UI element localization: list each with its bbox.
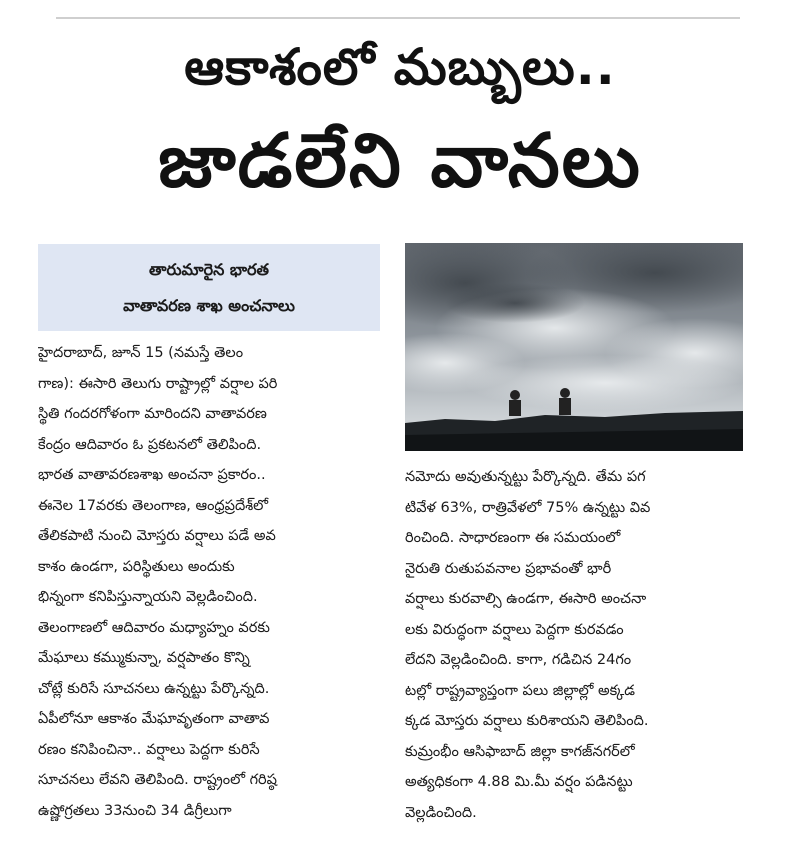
body-line: రించింది. సాధారణంగా ఈ సమయంలో <box>405 530 621 546</box>
body-line: మేఘాలు కమ్ముకున్నా, వర్షపాతం కొన్ని <box>38 650 250 666</box>
body-line: వర్షాలు కురవాల్సి ఉండగా, ఈసారి అంచనా <box>405 591 647 607</box>
photo-illustration <box>405 243 743 451</box>
body-line: అత్యధికంగా 4.88 మి.మీ వర్షం పడినట్టు <box>405 774 633 790</box>
body-line: ఉష్ణోగ్రతలు 33నుంచి 34 డిగ్రీలుగా <box>38 802 232 819</box>
top-rule <box>56 17 740 19</box>
subheading-line-1: తారుమారైన భారత <box>149 259 269 279</box>
body-line: కాశం ఉండగా, పరిస్థితులు అందుకు <box>38 558 235 575</box>
headline-line-1: ఆకాశంలో మబ్బులు.. <box>184 38 616 96</box>
body-line: క్కడ మోస్తరు వర్షాలు కురిశాయని తెలిపింది. <box>405 713 649 729</box>
body-line: స్థితి గందరగోళంగా మారిందని వాతావరణ <box>38 406 267 422</box>
body-line: వెల్లడించింది. <box>405 804 477 821</box>
body-line: హైదరాబాద్, జూన్ 15 (నమస్తే తెలం <box>38 345 244 361</box>
body-line: భారత వాతావరణశాఖ అంచనా ప్రకారం.. <box>38 467 266 483</box>
body-line: తెలంగాణలో ఆదివారం మధ్యాహ్నం వరకు <box>38 619 270 636</box>
body-line: ఏపీలోనూ ఆకాశం మేఘావృతంగా వాతావ <box>38 711 270 727</box>
article-body-right <box>405 462 745 828</box>
body-line: సూచనలు లేవని తెలిపింది. రాష్ట్రంలో గరిష్ఠ <box>38 772 277 788</box>
body-line: నమోదు అవుతున్నట్టు పేర్కొన్నది. తేమ పగ <box>405 469 646 485</box>
body-line: ఈనెల 17వరకు తెలంగాణ, ఆంధ్రప్రదేశ్‌లో <box>38 497 269 514</box>
subheading-box <box>38 244 380 331</box>
body-line: లేదని వెల్లడించింది. కాగా, గడిచిన 24గం <box>405 652 632 668</box>
body-line: టివేళ 63%, రాత్రివేళలో 75% ఉన్నట్టు వివ <box>405 499 651 516</box>
body-line: గాణ): ఈసారి తెలుగు రాష్ట్రాల్లో వర్షాల పరి <box>38 375 278 392</box>
cloudy-sky-photo <box>405 243 743 451</box>
body-line: టల్లో రాష్ట్రవ్యాప్తంగా పలు జిల్లాల్లో అక్కడ <box>405 682 635 699</box>
headline-line-2: జాడలేని వానలు <box>158 118 642 204</box>
body-line: లకు విరుద్ధంగా వర్షాలు పెద్దగా కురవడం <box>405 621 624 638</box>
body-line: నైరుతి రుతుపవనాల ప్రభావంతో భారీ <box>405 560 612 577</box>
subheading-line-2: వాతావరణ శాఖ అంచనాలు <box>123 295 295 315</box>
body-line: చోట్లే కురిసే సూచనలు ఉన్నట్టు పేర్కొన్నది. <box>38 680 270 697</box>
body-line: తేలికపాటి నుంచి మోస్తరు వర్షాలు పడే అవ <box>38 528 276 544</box>
body-line: రణం కనిపించినా.. వర్షాలు పెద్దగా కురిసే <box>38 741 260 758</box>
body-line: భిన్నంగా కనిపిస్తున్నాయని వెల్లడించింది. <box>38 589 258 605</box>
article-body-left <box>38 338 384 826</box>
body-line: కేంద్రం ఆదివారం ఓ ప్రకటనలో తెలిపింది. <box>38 436 262 453</box>
body-line: కుమ్రంభీం ఆసిఫాబాద్ జిల్లా కాగజ్‌నగర్‌లో <box>405 743 635 760</box>
